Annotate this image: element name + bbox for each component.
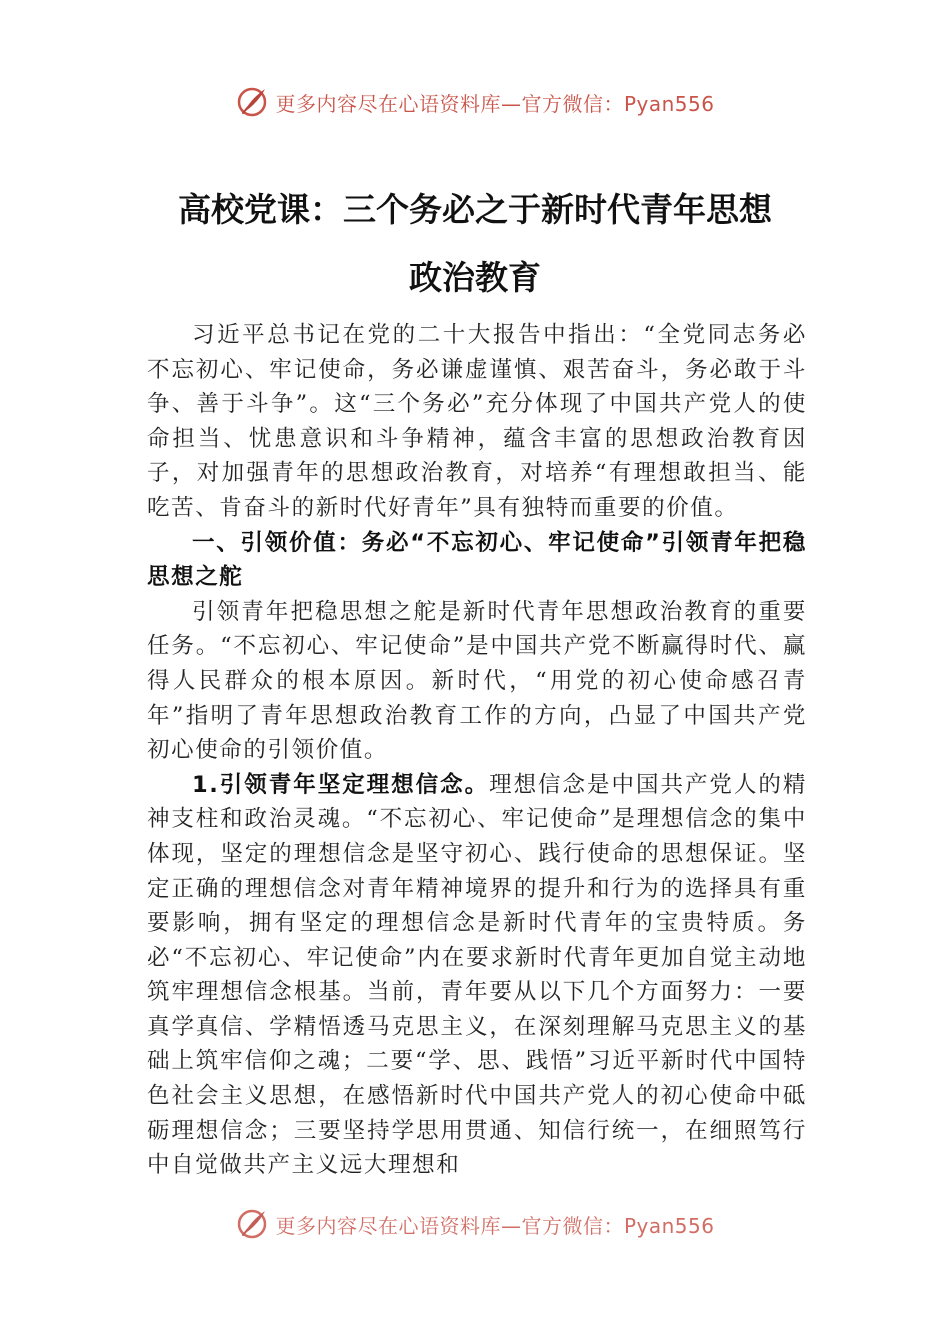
point-1-body: 理想信念是中国共产党人的精神支柱和政治灵魂。“不忘初心、牢记使命”是理想信念的集中体现，坚定的理想信念是坚守初心、践行使命的思想保证。坚定正确的理想信念对青年精神境界的提升和行为的选择具有重要影响，拥有坚定的理想信念是新时代青年的宝贵特质。务必“不忘初心、牢记使命”内在要求新时代青年更加自觉主动地筑牢理想信念根基。当前，青年要从以下几个方面努力：一要真学真信、学精悟透马克思主义，在深刻理解马克思主义的基础上筑牢信仰之魂；二要“学、思、践悟”习近平新时代中国特色社会主义思想，在感悟新时代中国共产党人的初心使命中砥砺理想信念；三要坚持学思用贯通、知信行统一，在细照笃行中自觉做共产主义远大理想和 <box>147 771 807 1179</box>
intro-paragraph: 习近平总书记在党的二十大报告中指出：“全党同志务必不忘初心、牢记使命，务必谦虚谨慎、艰苦奋斗，务必敢于斗争、善于斗争”。这“三个务必”充分体现了中国共产党人的使命担当、忧患意识和斗争精神，蕴含丰富的思想政治教育因子，对加强青年的思想政治教育，对培养“有理想敢担当、能吃苦、肯奋斗的新时代好青年”具有独特而重要的价值。 <box>147 322 807 521</box>
document-title-line-2: 政治教育 <box>409 258 541 297</box>
document-title-line-1: 高校党课：三个务必之于新时代青年思想 <box>178 190 772 229</box>
section-1-heading: 一、引领价值：务必“不忘初心、牢记使命”引领青年把稳思想之舵 <box>147 529 807 591</box>
point-1-paragraph <box>147 768 807 1183</box>
watermark-header <box>0 82 950 122</box>
quill-logo-icon <box>235 1207 269 1241</box>
document-body <box>147 318 807 1183</box>
section-1-paragraph: 引领青年把稳思想之舵是新时代青年思想政治教育的重要任务。“不忘初心、牢记使命”是中国共产党不断赢得时代、赢得人民群众的根本原因。新时代，“用党的初心使命感召青年”指明了青年思想政治教育工作的方向，凸显了中国共产党初心使命的引领价值。 <box>147 598 807 764</box>
watermark-footer <box>0 1204 950 1244</box>
watermark-text: 更多内容尽在心语资料库—官方微信：Pyan556 <box>275 1213 715 1238</box>
point-1-lead: 1.引领青年坚定理想信念。 <box>192 771 490 798</box>
quill-logo-icon <box>235 85 269 119</box>
watermark-text: 更多内容尽在心语资料库—官方微信：Pyan556 <box>275 91 715 116</box>
